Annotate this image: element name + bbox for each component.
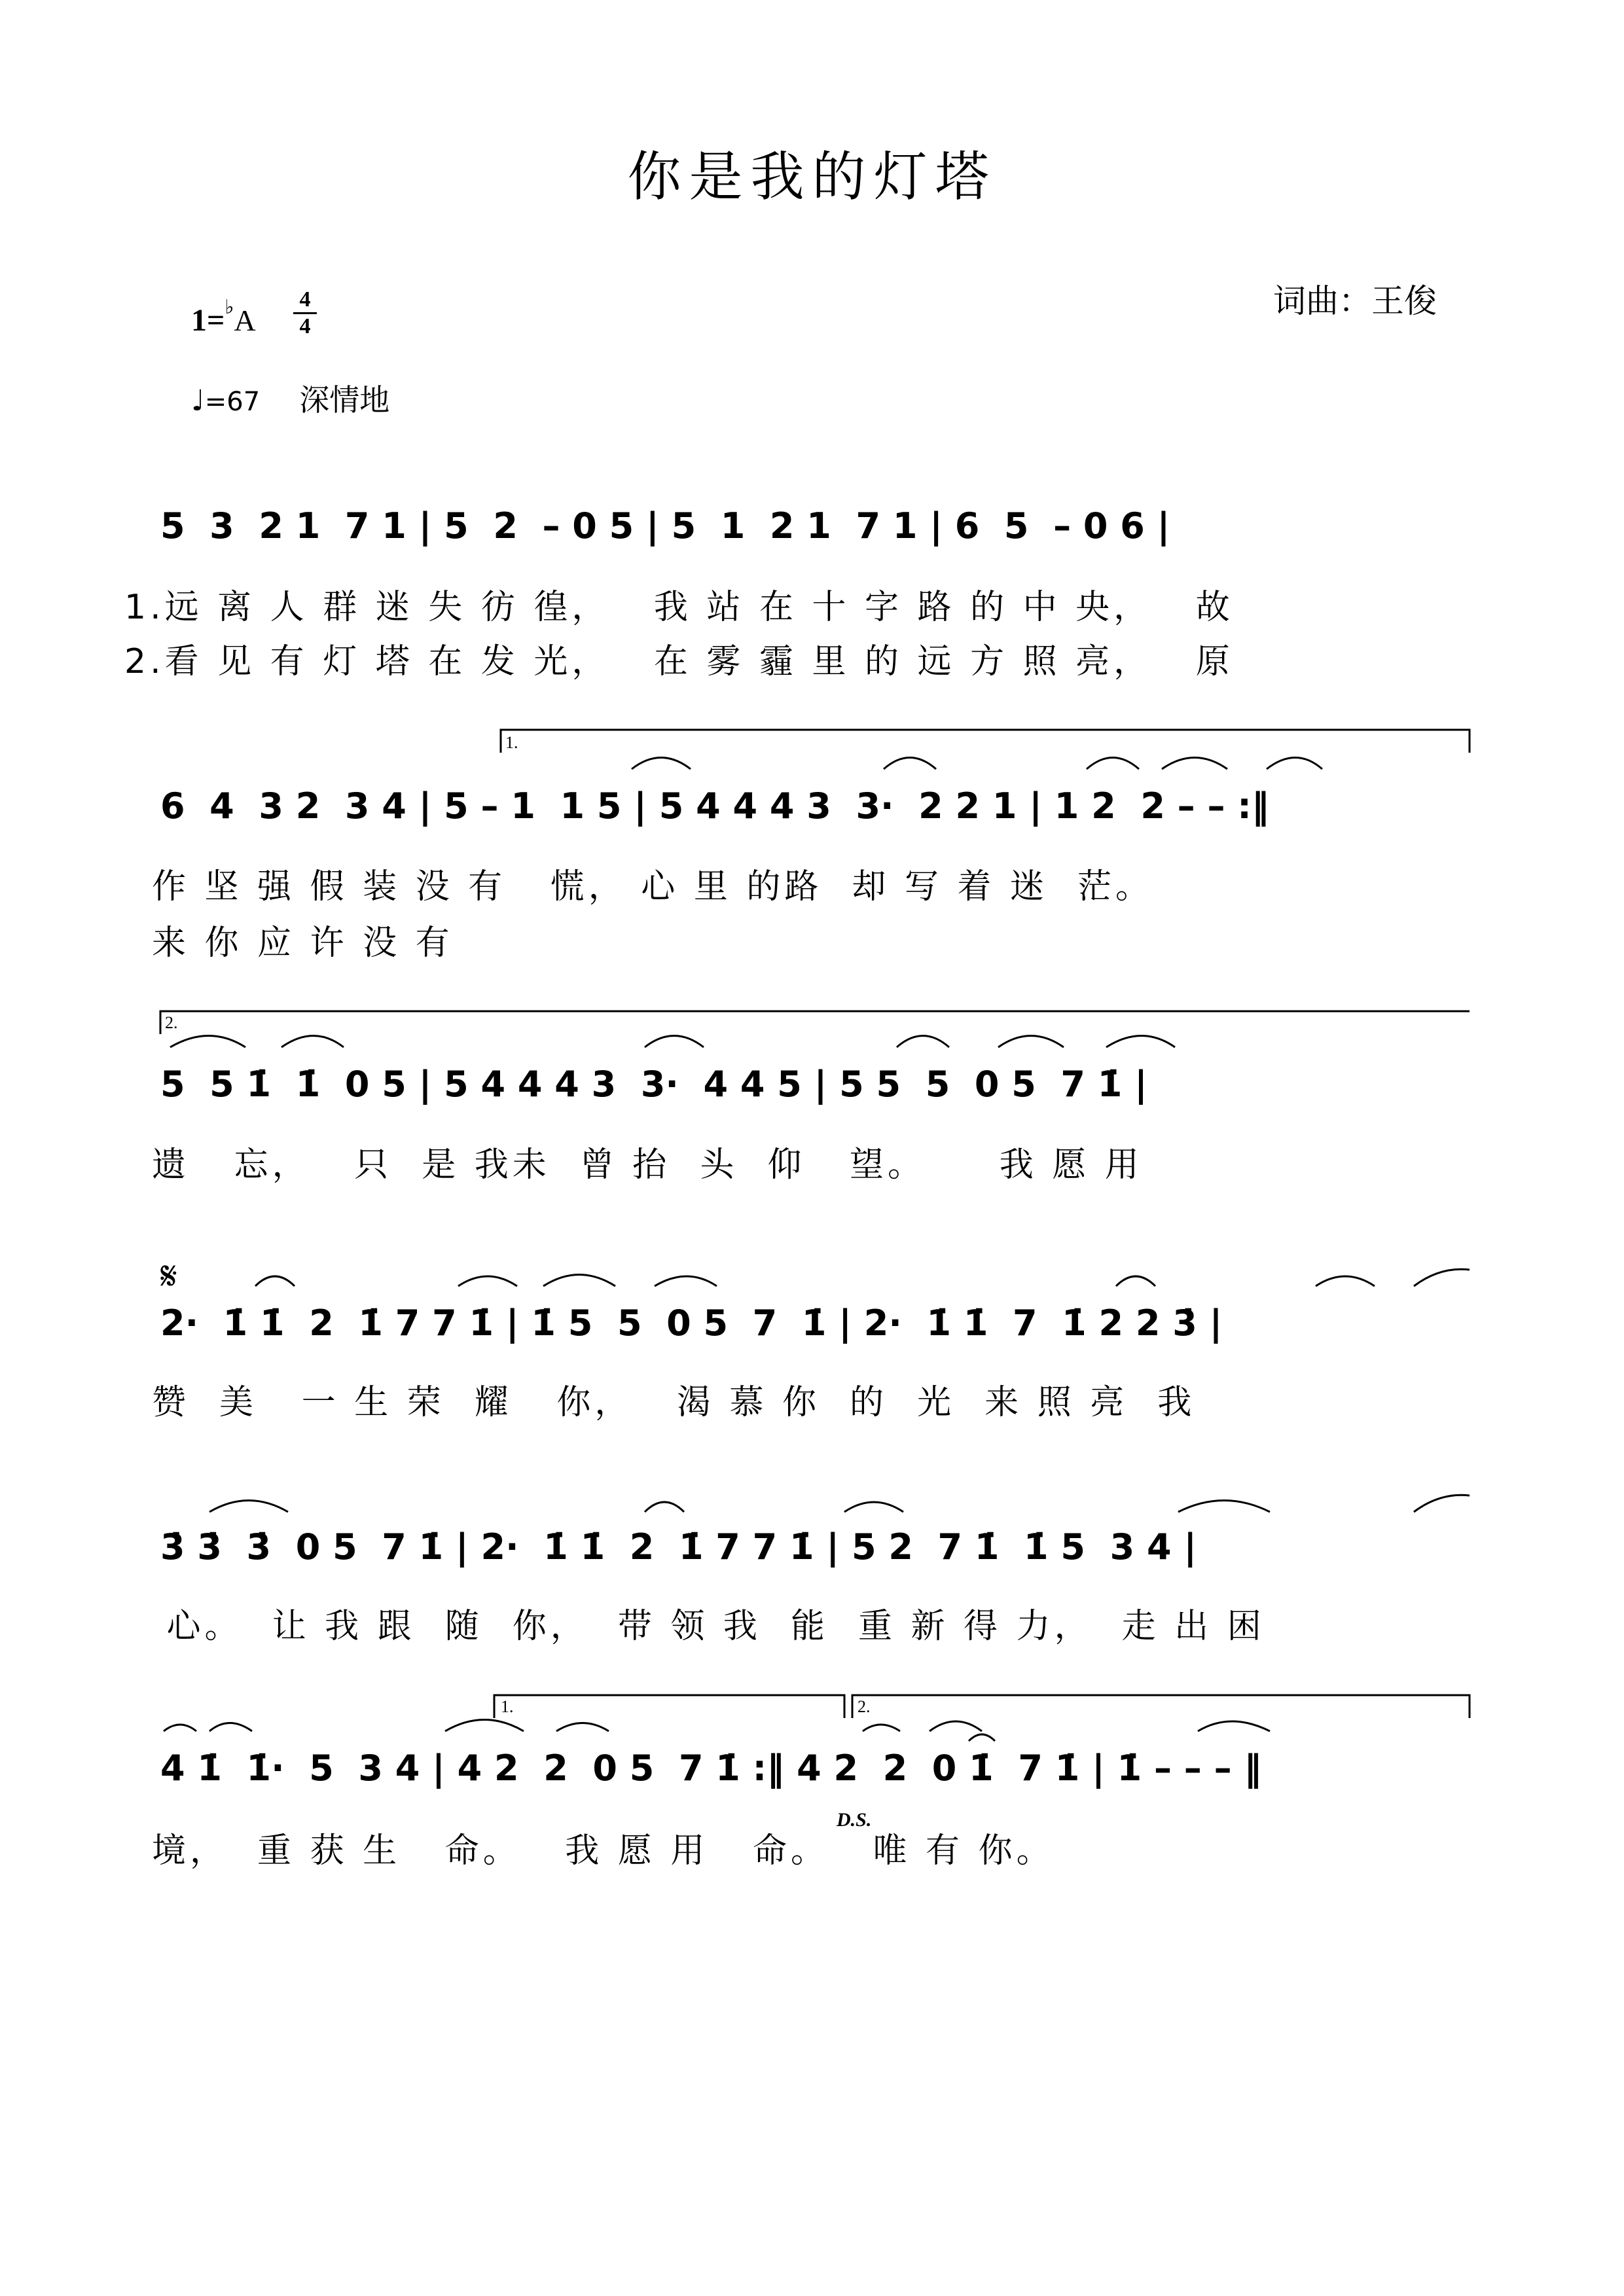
- lyrics-line: 心。 让 我 跟 随 你， 带 领 我 能 重 新 得 力， 走 出 困: [152, 1607, 1265, 1646]
- slur: [458, 1276, 517, 1286]
- time-signature-bottom: 4: [299, 314, 311, 338]
- volta-bracket: [501, 730, 1470, 753]
- slur: [1087, 758, 1139, 770]
- slur: [164, 1725, 196, 1731]
- composer-credit: 词曲：王俊: [1273, 282, 1437, 320]
- da-segno-mark: D.S.: [837, 1809, 872, 1831]
- slur: [884, 758, 936, 770]
- slur: [1178, 1501, 1270, 1513]
- key-prefix: 1=: [191, 303, 225, 338]
- song-title: 你是我的灯塔: [627, 146, 997, 208]
- volta-bracket: [852, 1695, 1470, 1718]
- volta-bracket: [160, 1011, 1470, 1034]
- slur: [1198, 1721, 1270, 1731]
- slur: [897, 1036, 949, 1048]
- tempo-bpm: =67: [204, 387, 261, 417]
- slur: [655, 1276, 717, 1286]
- slur: [1106, 1036, 1175, 1048]
- slur: [209, 1723, 252, 1732]
- slur: [929, 1721, 982, 1731]
- expression-marking: 深情地: [299, 382, 390, 418]
- slur: [645, 1502, 684, 1512]
- notes-line: 2· 1̇ 1̇ 2 1̇ 7 7 1̇ | 1̇ 5 5 0 5 7 1̇ | 2· 1̇ 1̇ 7 1̇ 2 2 3̇ |: [160, 1302, 1223, 1344]
- slur: [1267, 758, 1322, 770]
- notes-line: 5 3 2 1 7 1 | 5 2 – 0 5 | 5 1 2 1 7 1 | 6 5 – 0 6 |: [160, 505, 1170, 547]
- slur: [170, 1036, 245, 1048]
- slur: [255, 1276, 295, 1286]
- slur: [543, 1275, 615, 1287]
- fermata: [969, 1734, 995, 1741]
- slur: [1414, 1495, 1470, 1512]
- lyrics-line: 来 你 应 许 没 有: [152, 924, 454, 963]
- notes-line: 5 5 1̇ 1̇ 0 5 | 5 4 4 4 3 3· 4 4 5 | 5 5 5 0 5 7 1̇ |: [160, 1064, 1147, 1105]
- quarter-note-icon: ♩: [191, 384, 205, 418]
- segno-sign: 𝄋: [160, 1253, 177, 1299]
- slur: [1414, 1269, 1470, 1286]
- volta-label: 2.: [857, 1697, 871, 1716]
- key-letter: A: [234, 304, 256, 337]
- lyrics-line: 2.看 见 有 灯 塔 在 发 光， 在 雾 霾 里 的 远 方 照 亮， 原: [124, 642, 1234, 681]
- slur: [998, 1036, 1064, 1048]
- slur: [556, 1723, 609, 1732]
- slur: [1162, 758, 1227, 770]
- volta-label: 1.: [505, 733, 518, 752]
- volta-label: 1.: [501, 1697, 514, 1716]
- slur: [281, 1036, 344, 1048]
- lyrics-line: 遗 忘， 只 是 我未 曾 抬 头 仰 望。 我 愿 用: [152, 1145, 1143, 1185]
- notes-line: 3̇ 3̇ 3̇ 0 5 7 1̇ | 2· 1̇ 1̇ 2 1̇ 7 7 1̇ | 5 2 7 1̇ 1̇ 5 3 4 |: [160, 1526, 1197, 1568]
- flat-sign: ♭: [225, 296, 234, 318]
- lyrics-line: 作 坚 强 假 装 没 有 慌， 心 里 的路 却 写 着 迷 茫。: [152, 867, 1154, 906]
- slur: [1316, 1276, 1375, 1286]
- notes-line: 4 1̇ 1̇· 5 3 4 | 4 2 2 0 5 7 1̇ :‖ 4 2 2 0 1̇ 7 1̇ | 1̇ – – – ‖: [160, 1748, 1262, 1789]
- slur: [1116, 1276, 1155, 1286]
- slur: [863, 1725, 900, 1731]
- time-signature-top: 4: [299, 287, 311, 312]
- slur: [844, 1502, 903, 1512]
- volta-bracket: [494, 1695, 844, 1718]
- slur: [445, 1720, 524, 1732]
- lyrics-line: 赞 美 一 生 荣 耀 你， 渴 慕 你 的 光 来 照 亮 我: [152, 1383, 1196, 1422]
- lyrics-line: 境， 重 获 生 命。 我 愿 用 命。 唯 有 你。: [152, 1831, 1055, 1871]
- lyrics-line: 1.远 离 人 群 迷 失 彷 徨， 我 站 在 十 字 路 的 中 央， 故: [124, 588, 1234, 627]
- slur: [209, 1501, 288, 1513]
- slur: [645, 1036, 704, 1048]
- volta-label: 2.: [165, 1013, 178, 1032]
- notes-line: 6 4 3 2 3 4 | 5 – 1 1 5 | 5 4 4 4 3 3· 2 2 1 | 1 2 2 – – :‖: [160, 785, 1269, 827]
- slur: [632, 758, 691, 770]
